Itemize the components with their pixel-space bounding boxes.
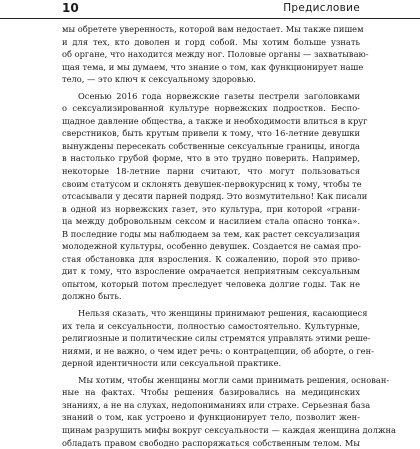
text-line: некоторые 18-летние парни считают, что могут пользоваться [62,165,360,178]
text-line: щая тема, и мы думаем, что знание о том, как функционирует наше [62,61,360,74]
text-line: дерной идентичности или сексуальной практике. [62,357,360,370]
text-line: В последние годы мы наблюдаем за тем, как растет сексуализация [62,228,360,241]
running-title: Предисловие [283,2,360,14]
text-line: их тела и сексуальности, полностью самостоятельно. Культурные, [62,320,360,333]
text-line: вынуждены пересекать собственные сексуальные границы, иногда [62,140,360,153]
running-header [0,0,420,19]
text-line: Нельзя сказать, что женщины принимают решения, касающиеся [62,307,360,320]
text-line: в одной из норвежских газет, это культура, при которой «грани- [62,203,360,216]
text-line: религиозные и политические силы стремятся управлять этими реше- [62,332,360,345]
text-line: в настолько грубой форме, что в это трудно поверить. Например, [62,152,360,165]
paragraph [62,374,360,449]
paragraph [62,23,360,86]
text-line: знаний о том, как устроено и функционирует тело, позволит жен- [62,411,360,424]
text-line: должно быть. [62,290,360,303]
text-line: Осенью 2016 года норвежские газеты пестрели заголовками [62,90,360,103]
text-line: ца между добровольным сексом и насилием стала опасно тонка». [62,215,360,228]
text-line: тело, — это ключ к сексуальному здоровью. [62,73,360,86]
text-line: о сексуализированной культуре норвежских подростков. Беспо- [62,102,360,115]
text-line: опытом, который потом преследует человека долгие годы. Так не [62,278,360,291]
text-line: дит к тому, что взросление омрачается неприятным сексуальным [62,265,360,278]
text-line: Мы хотим, чтобы женщины могли сами принимать решения, основан- [62,374,360,387]
text-line: и для тех, кто доволен и горд собой. Мы хотим больше узнать [62,36,360,49]
page-number: 10 [62,1,79,15]
text-line: молодежной культуры, особенно девушек. Создается не самая про- [62,240,360,253]
text-line: мы обретете уверенность, которой вам недостает. Мы также пишем [62,23,360,36]
text-line: ные на фактах. Чтобы решения базировались на медицинских [62,386,360,399]
text-line: сверстников, быть крутым привели к тому, что 16-летние девушки [62,127,360,140]
text-line: стая обстановка для взросления. К сожалению, порой это приво- [62,253,360,266]
text-line: обладать правом свободно распоряжаться собственным телом. Мы [62,437,360,449]
text-line: ниями, и не важно, о чем идет речь: о контрацепции, об аборте, о ген- [62,345,360,358]
text-line: отсасывали у десяти парней подряд. Это возмутительно! Как писали [62,190,360,203]
text-line: своим статусом и склонять девушек-первокурсниц к тому, чтобы те [62,178,360,191]
paragraph [62,90,360,303]
text-line: об органе, что находится между ног. Половые органы — захватываю- [62,48,360,61]
text-line: щинам разрушить мифы вокруг сексуальности — каждая женщина должна [62,424,360,437]
text-line: знаниях, а не на слухах, недопониманиях или страхе. Серьезная база [62,399,360,412]
text-line: щадное давление общества, а также и необходимости влиться в круг [62,115,360,128]
body-text [62,23,360,449]
paragraph [62,307,360,370]
